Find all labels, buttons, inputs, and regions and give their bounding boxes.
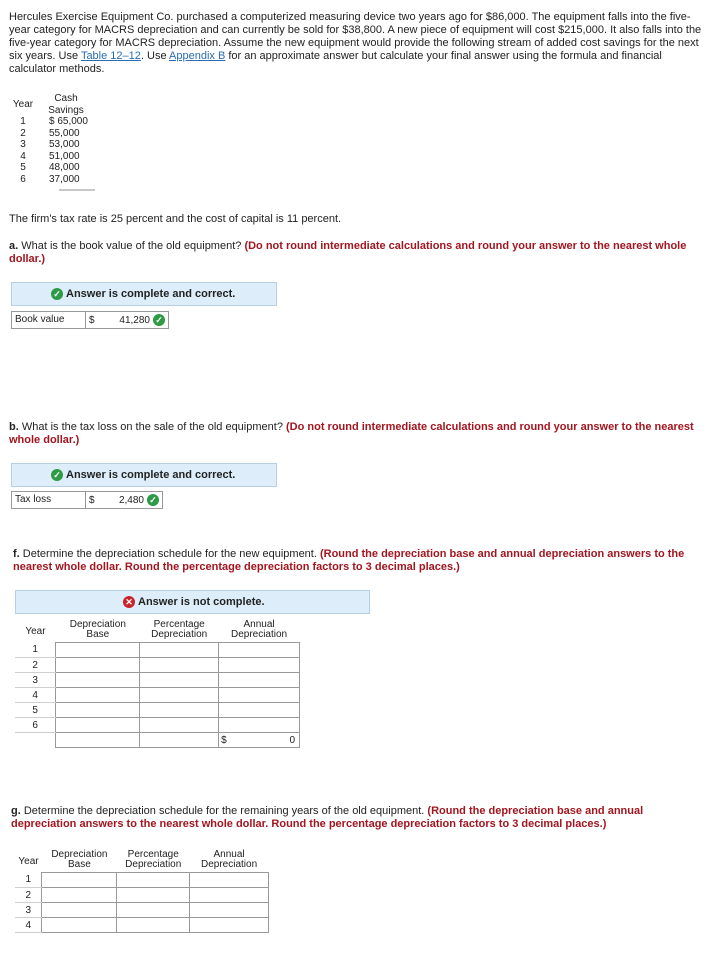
annual-depreciation-input[interactable] <box>190 918 269 933</box>
book-value-currency: $ <box>89 314 95 326</box>
new-equipment-depreciation-table <box>15 618 300 748</box>
part-g-question-text: Determine the depreciation schedule for the remaining years of the old equipment. <box>20 805 428 817</box>
percentage-depreciation-input[interactable] <box>140 718 219 733</box>
cash-savings-table <box>9 93 95 191</box>
depreciation-base-header: Depreciation Base <box>51 849 108 870</box>
year-cell: 3 <box>15 673 56 688</box>
table-row <box>15 703 300 718</box>
cash-year: 2 <box>20 127 26 139</box>
percentage-depreciation-input[interactable] <box>140 703 219 718</box>
cash-savings-value: 53,000 <box>49 139 80 150</box>
tax-rate-text: The firm's tax rate is 25 percent and the cost of capital is 11 percent. <box>9 213 342 225</box>
cash-table-header <box>9 93 95 116</box>
percentage-depreciation-input[interactable] <box>140 643 219 658</box>
year-header: Year <box>18 856 39 868</box>
part-f-status: Answer is not complete. <box>138 596 265 608</box>
year-cell: 3 <box>15 903 42 918</box>
part-a-answer-row <box>11 311 169 329</box>
cash-year-header: Year <box>12 99 34 110</box>
check-circle-icon: ✓ <box>153 314 165 326</box>
part-b-prefix: b. <box>9 421 19 433</box>
table-header-row <box>15 618 300 643</box>
cash-year: 4 <box>20 150 26 162</box>
check-circle-icon: ✓ <box>147 494 159 506</box>
year-cell: 6 <box>15 718 56 733</box>
cash-row <box>9 128 95 140</box>
tax-loss-label: Tax loss <box>11 491 86 509</box>
table-row <box>15 873 269 888</box>
part-g-instruction: (Round the depreciation base and annual depreciation answers to the nearest whole dollar. Round the percentage depreciation factors to 3 decimal places.) <box>11 805 644 830</box>
annual-depreciation-header: Annual Depreciation <box>230 619 288 640</box>
cash-header-line1: Cash <box>54 93 78 104</box>
year-cell: 4 <box>15 918 42 933</box>
year-cell: 4 <box>15 688 56 703</box>
table-row <box>15 673 300 688</box>
part-b-instruction: (Do not round intermediate calculations and round your answer to the nearest whole dollar.) <box>9 421 694 446</box>
cash-row <box>9 174 95 186</box>
year-cell: 1 <box>15 873 42 888</box>
intro-text-3: for an approximate answer but calculate your final answer using the formula and financial calculator methods. <box>9 50 662 75</box>
percentage-depreciation-input[interactable] <box>117 903 190 918</box>
tax-loss-currency: $ <box>89 494 95 506</box>
cash-savings-value: 48,000 <box>49 162 80 173</box>
cash-table-rule <box>59 189 95 191</box>
part-f-question-text: Determine the depreciation schedule for the new equipment. <box>19 548 320 560</box>
table-row <box>15 903 269 918</box>
total-value: 0 <box>289 734 295 746</box>
cash-row <box>9 139 95 151</box>
total-currency: $ <box>221 734 227 746</box>
depreciation-base-input[interactable] <box>56 718 140 733</box>
part-f-question <box>13 548 703 574</box>
year-header: Year <box>25 626 46 638</box>
year-cell: 2 <box>15 658 56 673</box>
part-b-status-banner <box>11 463 277 487</box>
annual-depreciation-input[interactable] <box>219 643 300 658</box>
percentage-depreciation-header: Percentage Depreciation <box>125 849 182 870</box>
part-b-question <box>9 421 699 447</box>
annual-depreciation-input[interactable] <box>190 888 269 903</box>
total-spacer <box>15 733 56 748</box>
check-circle-icon: ✓ <box>51 469 63 481</box>
check-circle-icon: ✓ <box>51 288 63 300</box>
table-row <box>15 658 300 673</box>
depreciation-base-input[interactable] <box>42 873 117 888</box>
cash-year: 3 <box>20 139 26 150</box>
depreciation-base-input[interactable] <box>56 643 140 658</box>
part-b-answer-row <box>11 491 163 509</box>
cash-savings-value: 37,000 <box>49 173 80 185</box>
percentage-depreciation-header: Percentage Depreciation <box>151 619 208 640</box>
percentage-depreciation-input[interactable] <box>117 873 190 888</box>
part-f-status-banner <box>15 590 370 614</box>
old-equipment-depreciation-table <box>15 848 269 933</box>
part-a-status: Answer is complete and correct. <box>66 288 236 300</box>
annual-depreciation-input[interactable] <box>219 703 300 718</box>
cash-savings-value: $ 65,000 <box>49 116 88 127</box>
cash-row <box>9 162 95 174</box>
percentage-depreciation-input[interactable] <box>117 918 190 933</box>
intro-text-1: Hercules Exercise Equipment Co. purchased a computerized measuring device two years ago for $86,000. The equipment falls into the five-year category for MACRS depreciation and can currently be sold for $38,800. A new piece of equipment will cost $215,000. It also falls into the five-year category for MACRS depreciation. Assume the new equipment would provide the following stream of added cost savings for the next six years. Use <box>9 11 702 62</box>
cash-year: 6 <box>20 173 26 185</box>
part-g-question <box>11 805 701 831</box>
appendix-b-link[interactable]: Appendix B <box>169 50 226 62</box>
table-12-12-link[interactable]: Table 12–12 <box>80 50 141 62</box>
part-f-instruction: (Round the depreciation base and annual depreciation answers to the nearest whole dollar. Round the percentage depreciation factors to 3 decimal places.) <box>13 548 685 573</box>
table-row <box>15 888 269 903</box>
table-row <box>15 718 300 733</box>
part-a-question <box>9 240 699 266</box>
book-value-label: Book value <box>11 311 86 329</box>
total-row <box>15 733 300 748</box>
part-f-prefix: f. <box>13 548 20 560</box>
cash-year: 5 <box>20 162 26 173</box>
part-a-prefix: a. <box>9 240 19 252</box>
total-percentage-cell <box>140 733 219 748</box>
annual-depreciation-header: Annual Depreciation <box>201 849 258 870</box>
percentage-depreciation-input[interactable] <box>140 688 219 703</box>
table-row <box>15 643 300 658</box>
cash-row <box>9 116 95 128</box>
table-row <box>15 688 300 703</box>
depreciation-base-input[interactable] <box>56 673 140 688</box>
year-cell: 2 <box>15 888 42 903</box>
table-header-row <box>15 848 269 873</box>
cash-value-header <box>37 93 95 116</box>
cash-year: 1 <box>20 116 26 127</box>
year-cell: 1 <box>15 643 56 658</box>
cash-row <box>9 151 95 163</box>
annual-depreciation-input[interactable] <box>219 658 300 673</box>
x-circle-icon: ✕ <box>123 596 135 608</box>
depreciation-base-header: Depreciation Base <box>69 619 126 640</box>
depreciation-base-input[interactable] <box>42 918 117 933</box>
annual-depreciation-input[interactable] <box>190 873 269 888</box>
part-b-status: Answer is complete and correct. <box>66 469 236 481</box>
cash-savings-value: 55,000 <box>49 127 80 139</box>
part-a-question-text: What is the book value of the old equipment? <box>18 240 245 252</box>
cash-savings-value: 51,000 <box>49 150 80 162</box>
depreciation-base-input[interactable] <box>56 703 140 718</box>
total-base-cell <box>56 733 140 748</box>
intro-text-2: . Use <box>140 50 170 62</box>
part-b-question-text: What is the tax loss on the sale of the old equipment? <box>18 421 286 433</box>
tax-loss-input[interactable] <box>86 491 163 509</box>
cash-rows <box>9 116 95 185</box>
depreciation-base-input[interactable] <box>56 688 140 703</box>
percentage-depreciation-input[interactable] <box>140 673 219 688</box>
problem-intro <box>9 11 709 76</box>
total-annual-depreciation[interactable] <box>219 733 300 748</box>
percentage-depreciation-input[interactable] <box>117 888 190 903</box>
book-value-amount: 41,280 <box>119 314 150 326</box>
depreciation-base-input[interactable] <box>56 658 140 673</box>
depreciation-base-input[interactable] <box>42 903 117 918</box>
part-a-instruction: (Do not round intermediate calculations and round your answer to the nearest whole dollar.) <box>9 240 687 265</box>
part-a-status-banner <box>11 282 277 306</box>
table-row <box>15 918 269 933</box>
year-cell: 5 <box>15 703 56 718</box>
cash-header-line2: Savings <box>48 104 84 116</box>
depreciation-base-input[interactable] <box>42 888 117 903</box>
annual-depreciation-input[interactable] <box>219 718 300 733</box>
percentage-depreciation-input[interactable] <box>140 658 219 673</box>
annual-depreciation-input[interactable] <box>190 903 269 918</box>
book-value-input[interactable] <box>86 311 169 329</box>
annual-depreciation-input[interactable] <box>219 688 300 703</box>
tax-loss-amount: 2,480 <box>118 494 144 506</box>
part-g-prefix: g. <box>11 805 21 817</box>
annual-depreciation-input[interactable] <box>219 673 300 688</box>
